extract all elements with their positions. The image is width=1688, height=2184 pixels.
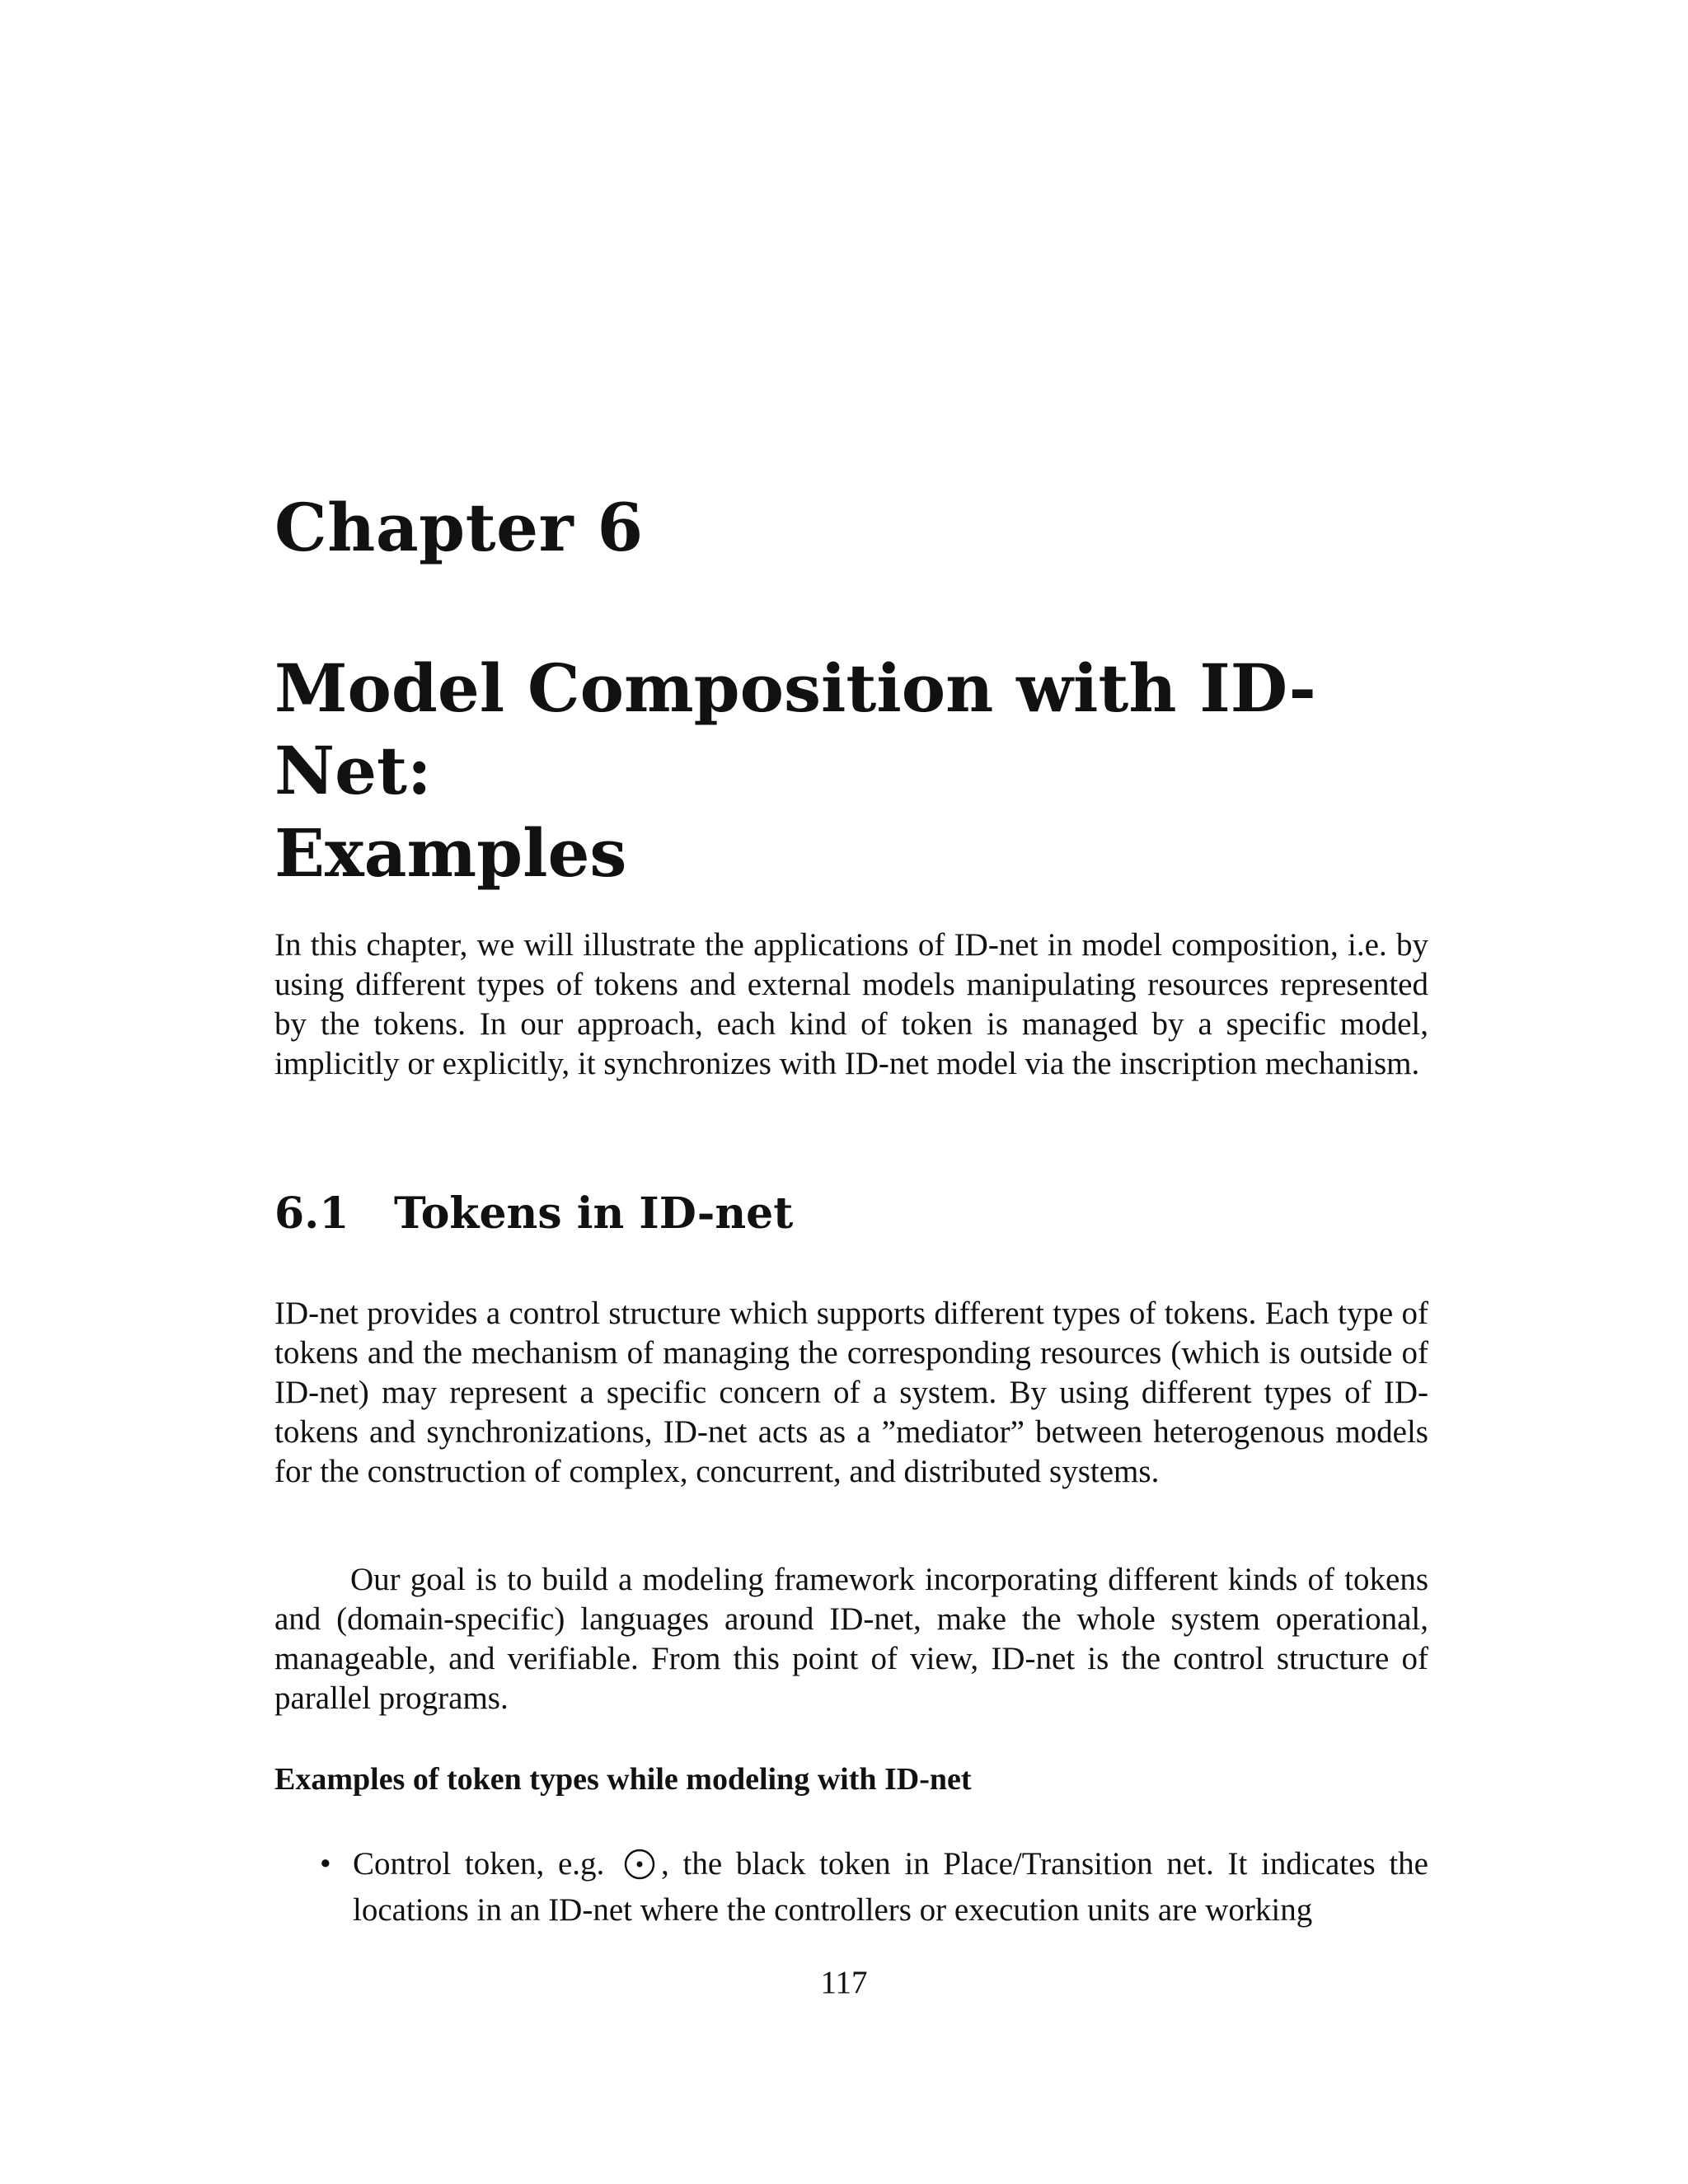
chapter-title — [274, 647, 1428, 894]
bullet-icon: • — [320, 1846, 331, 1882]
section-number: 6.1 — [274, 1188, 349, 1239]
list-item-text-before: Control token, e.g. — [353, 1846, 605, 1882]
control-token-icon — [623, 1848, 656, 1891]
chapter-title-line-2: Examples — [274, 814, 627, 892]
section-title: Tokens in ID-net — [394, 1188, 794, 1239]
bullet-list — [274, 1844, 1428, 1930]
intro-paragraph: In this chapter, we will illustrate the applications of ID-net in model composition, i.e. by using different types of tokens and external models manipulating resources represented by the tokens. In our approach, each kind of token is managed by a specific model, implicitly or explicitly, it synchronizes with ID-net model via the inscription mechanism. — [274, 927, 1428, 1081]
list-item-text-after: , the black token in Place/Transition net. It indicates the locations in an ID-net where the controllers or execution units are working — [353, 1846, 1428, 1928]
list-item — [274, 1844, 1428, 1930]
chapter-label: Chapter 6 — [274, 489, 644, 566]
page-number: 117 — [820, 1965, 868, 2000]
body-paragraph: Our goal is to build a modeling framework incorporating different kinds of tokens and (domain-specific) languages around ID-net, make the whole system operational, manageable, and verifiable. From this point of view, ID-net is the control structure of parallel programs. — [274, 1562, 1428, 1716]
subheading: Examples of token types while modeling with ID-net — [274, 1762, 972, 1797]
chapter-title-line-1: Model Composition with ID-Net: — [274, 649, 1316, 809]
body-paragraph: ID-net provides a control structure which supports different types of tokens. Each type of tokens and the mechanism of managing the corresponding resources (which is outside of ID-net) may represent a specific concern of a system. By using different types of ID-tokens and synchronizations, ID-net acts as a ”mediator” between heterogenous models for the construction of complex, concurrent, and distributed systems. — [274, 1296, 1428, 1489]
section-heading — [274, 1188, 794, 1239]
